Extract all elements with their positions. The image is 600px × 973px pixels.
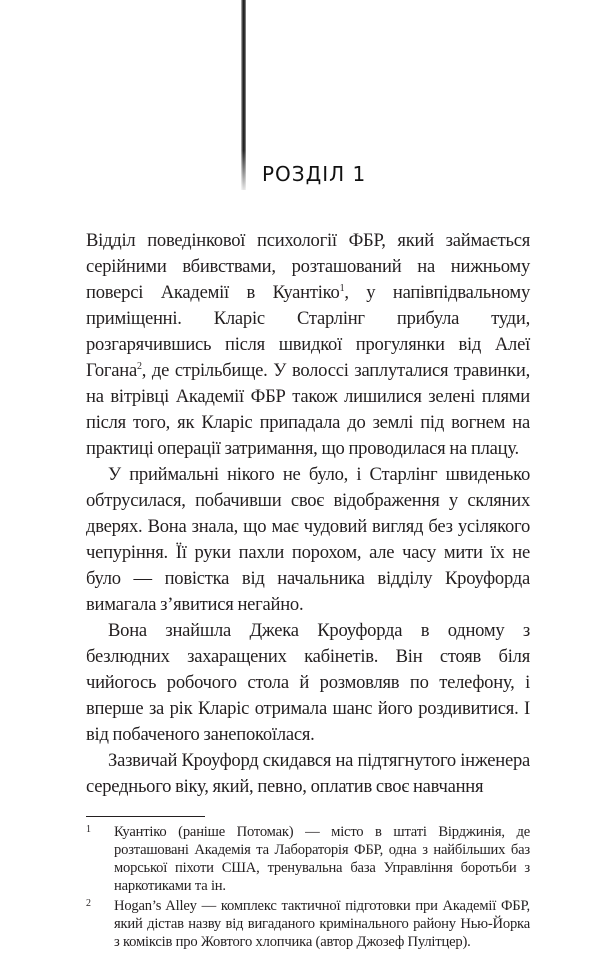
- paragraph: У приймальні нікого не було, і Старлінг швиденько обтрусилася, побачивши своє відображення у скляних дверях. Вона знала, що має чудовий вигляд без усілякого чепуріння. Її руки пахли порохом, але часу мити їх не було — повістка від начальника відділу Кроуфорда вимагала з’явитися негайно.: [86, 464, 530, 615]
- paragraph-text: , де стрільбище. У волоссі заплуталися травинки, на вітрівці Академії ФБР також лишилися зелені плями після того, як Кларіс припадала до землі під вогнем на практиці операції затримання, що проводилася на плацу.: [86, 360, 530, 459]
- footnotes: [86, 823, 530, 951]
- footnote: [86, 823, 530, 895]
- footnote: [86, 897, 530, 951]
- paragraph: Зазвичай Кроуфорд скидався на підтягнутого інженера середнього віку, який, певно, оплатив своє навчання: [86, 750, 530, 797]
- footnote-divider: [86, 816, 205, 817]
- footnote-ref[interactable]: 2: [137, 360, 142, 372]
- footnote-ref[interactable]: 1: [339, 282, 345, 294]
- body-text: [86, 228, 530, 800]
- paragraph: [86, 228, 530, 462]
- footnote-text: Hogan’s Alley — комплекс тактичної підготовки при Академії ФБР, який дістав назву від вигаданого кримінального району Нью-Йорка з коміксів про Жовтого хлопчика (автор Джозеф Пулітцер).: [114, 898, 530, 950]
- footnote-text: Куантіко (раніше Потомак) — місто в штаті Вірджинія, де розташовані Академія та Лабораторія ФБР, одна з найбільших баз морської піхоти США, тренувальна база Управління боротьби з наркотиками та ін.: [114, 824, 530, 894]
- page-column: [86, 0, 530, 973]
- footnote-number: 2: [86, 898, 91, 909]
- footnote-number: 1: [86, 824, 91, 835]
- paragraph-text: Відділ поведінкової психології ФБР, який займається серійними вбивствами, розташований на нижньому поверсі Академії в Куантіко: [86, 230, 530, 303]
- paragraph: Вона знайшла Джека Кроуфорда в одному з безлюдних захаращених кабінетів. Він стояв біля чийогось робочого стола й розмовляв по телефону, і вперше за рік Кларіс отримала шанс його роздивитися. І від побаченого занепокоїлася.: [86, 620, 530, 745]
- paragraph-text: , у напівпідвальному приміщенні. Кларіс Старлінг прибула туди, розгарячившись після швидкої прогулянки від Алеї Гогана: [86, 282, 530, 381]
- chapter-title: РОЗДІЛ 1: [262, 162, 367, 186]
